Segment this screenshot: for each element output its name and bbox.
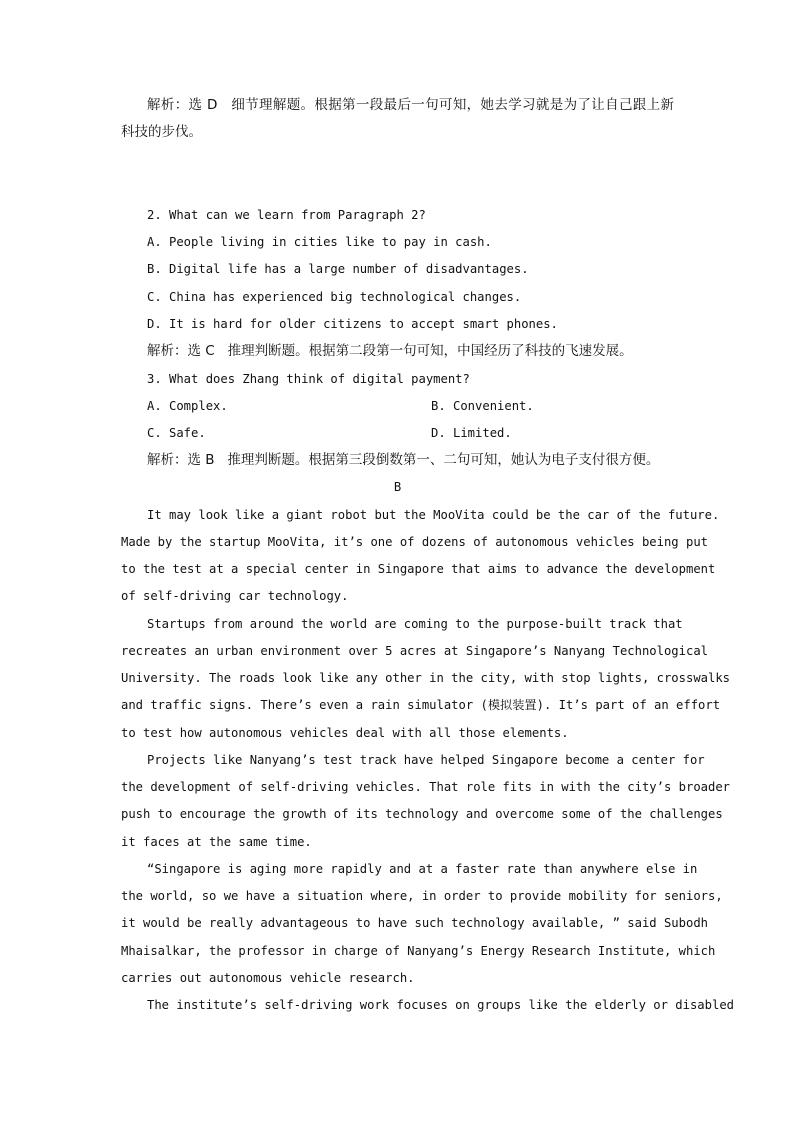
- passage-line: The institute’s self-driving work focuses on groups like the elderly or disabled: [147, 998, 734, 1012]
- passage-line: it would be really advantageous to have such technology available, ” said Subodh: [121, 916, 708, 930]
- passage-line: recreates an urban environment over 5 acres at Singapore’s Nanyang Technological: [121, 644, 708, 658]
- passage-line: push to encourage the growth of its technology and overcome some of the challenges: [121, 807, 723, 821]
- passage-line: “Singapore is aging more rapidly and at a faster rate than anywhere else in: [147, 862, 698, 876]
- analysis-q3: 解析：选 B 推理判断题。根据第三段倒数第一、二句可知，她认为电子支付很方便。: [147, 452, 660, 468]
- passage-line: it faces at the same time.: [121, 835, 312, 849]
- question-2-option-d: D. It is hard for older citizens to accept smart phones.: [147, 317, 558, 331]
- passage-line: carries out autonomous vehicle research.: [121, 971, 415, 985]
- passage-line: Projects like Nanyang’s test track have helped Singapore become a center for: [147, 753, 705, 767]
- question-2-option-b: B. Digital life has a large number of disadvantages.: [147, 262, 529, 276]
- passage-line: Startups from around the world are coming to the purpose-built track that: [147, 617, 683, 631]
- analysis-q2: 解析：选 C 推理判断题。根据第二段第一句可知，中国经历了科技的飞速发展。: [147, 343, 633, 359]
- passage-line: and traffic signs. There’s even a rain simulator (模拟装置). It’s part of an effort: [121, 698, 721, 712]
- question-3-option-d: D. Limited.: [431, 426, 512, 440]
- passage-line: Mhaisalkar, the professor in charge of Nanyang’s Energy Research Institute, which: [121, 944, 716, 958]
- question-3-option-c: C. Safe.: [147, 426, 206, 440]
- question-3-option-b: B. Convenient.: [431, 399, 534, 413]
- question-2-option-a: A. People living in cities like to pay in cash.: [147, 235, 492, 249]
- question-3-stem: 3. What does Zhang think of digital payment?: [147, 372, 470, 386]
- passage-line: to test how autonomous vehicles deal with all those elements.: [121, 726, 569, 740]
- analysis-q1-line1: 解析：选 D 细节理解题。根据第一段最后一句可知，她去学习就是为了让自己跟上新: [147, 97, 674, 113]
- question-3-option-a: A. Complex.: [147, 399, 228, 413]
- question-2-option-c: C. China has experienced big technological changes.: [147, 290, 522, 304]
- passage-line: Made by the startup MooVita, it’s one of dozens of autonomous vehicles being put: [121, 535, 708, 549]
- passage-line: of self-driving car technology.: [121, 589, 349, 603]
- passage-line: University. The roads look like any other in the city, with stop lights, crosswalks: [121, 671, 731, 685]
- passage-line: the world, so we have a situation where, in order to provide mobility for seniors,: [121, 889, 723, 903]
- passage-line: to the test at a special center in Singapore that aims to advance the development: [121, 562, 716, 576]
- passage-line: It may look like a giant robot but the MooVita could be the car of the future.: [147, 508, 720, 522]
- question-2-stem: 2. What can we learn from Paragraph 2?: [147, 208, 426, 222]
- section-heading: B: [393, 480, 402, 494]
- analysis-q1-line2: 科技的步伐。: [121, 124, 202, 140]
- passage-line: the development of self-driving vehicles. That role fits in with the city’s broader: [121, 780, 731, 794]
